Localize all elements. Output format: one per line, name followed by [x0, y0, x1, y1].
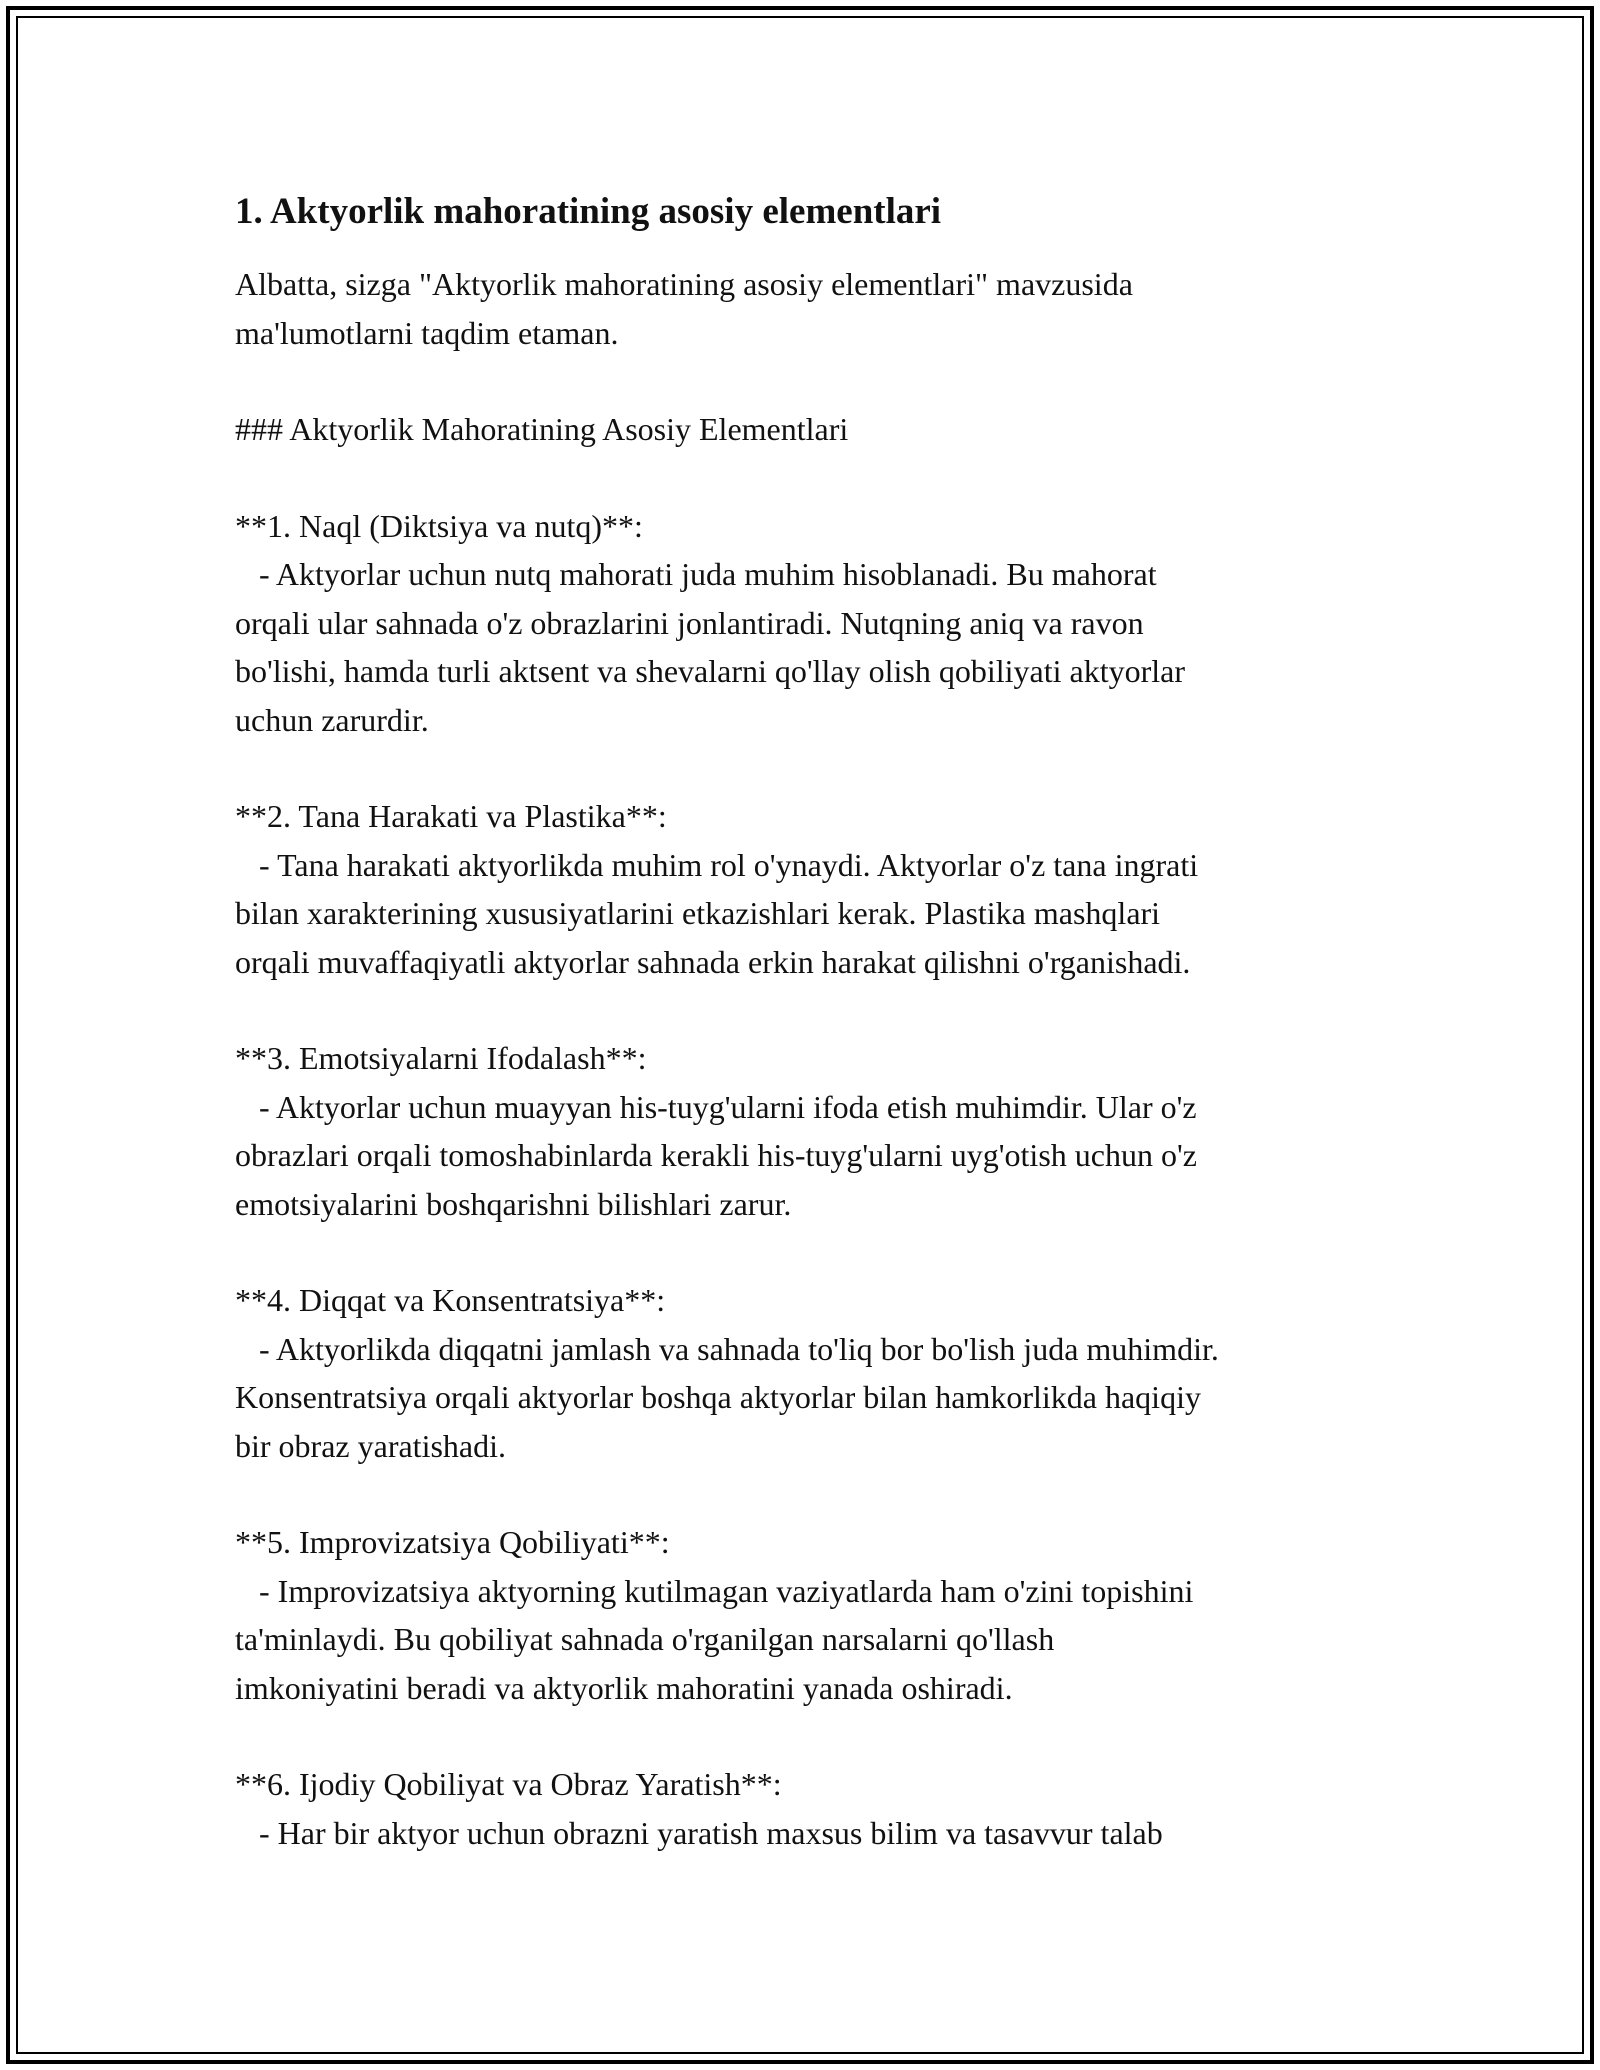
section-5 — [235, 1518, 1385, 1712]
section-title: **6. Ijodiy Qobiliyat va Obraz Yaratish**: — [235, 1766, 782, 1802]
document-title: 1. Aktyorlik mahoratining asosiy elementlari — [235, 191, 942, 232]
section-title: **1. Naql (Diktsiya va nutq)**: — [235, 507, 643, 544]
document-content — [235, 188, 1385, 1905]
intro-paragraph: Albatta, sizga "Aktyorlik mahoratining asosiy elementlari" mavzusida ma'lumotlarni taqdim etaman. — [235, 266, 1133, 351]
section-3 — [235, 1034, 1385, 1228]
section-1 — [235, 502, 1385, 745]
section-body: - Aktyorlikda diqqatni jamlash va sahnada to'liq bor bo'lish juda muhimdir. Konsentratsiya orqali aktyorlar boshqa aktyorlar bilan hamkorlikda haqiqiy bir obraz yaratishadi. — [235, 1330, 1219, 1464]
section-title: **4. Diqqat va Konsentratsiya**: — [235, 1282, 666, 1318]
section-body: - Aktyorlar uchun muayyan his-tuyg'ularni ifoda etish muhimdir. Ular o'z obrazlari orqali tomoshabinlarda kerakli his-tuyg'ularni uyg'otish uchun o'z emotsiyalarini boshqarishni bilishlari zarur. — [235, 1088, 1197, 1222]
section-heading: ### Aktyorlik Mahoratining Asosiy Elementlari — [235, 411, 849, 447]
section-4 — [235, 1276, 1385, 1470]
section-body: - Tana harakati aktyorlikda muhim rol o'ynaydi. Aktyorlar o'z tana ingrati bilan xarakterining xususiyatlarini etkazishlari kerak. Plastika mashqlari orqali muvaffaqiyatli aktyorlar sahnada erkin harakat qilishni o'rganishadi. — [235, 846, 1199, 980]
section-body: - Improvizatsiya aktyorning kutilmagan vaziyatlarda ham o'zini topishini ta'minlaydi. Bu qobiliyat sahnada o'rganilgan narsalarni qo'llash imkoniyatini beradi va aktyorlik mahoratini yanada oshiradi. — [235, 1572, 1194, 1706]
section-body: - Har bir aktyor uchun obrazni yaratish maxsus bilim va tasavvur talab — [235, 1814, 1163, 1851]
section-title: **2. Tana Harakati va Plastika**: — [235, 798, 667, 834]
section-2 — [235, 792, 1385, 986]
section-title: **5. Improvizatsiya Qobiliyati**: — [235, 1524, 670, 1560]
section-body: - Aktyorlar uchun nutq mahorati juda muhim hisoblanadi. Bu mahorat orqali ular sahnada o'z obrazlarini jonlantiradi. Nutqning aniq va ravon bo'lishi, hamda turli aktsent va shevalarni qo'llay olish qobiliyati aktyorlar uchun zarurdir. — [235, 556, 1185, 738]
section-6 — [235, 1760, 1385, 1857]
section-title: **3. Emotsiyalarni Ifodalash**: — [235, 1040, 647, 1076]
